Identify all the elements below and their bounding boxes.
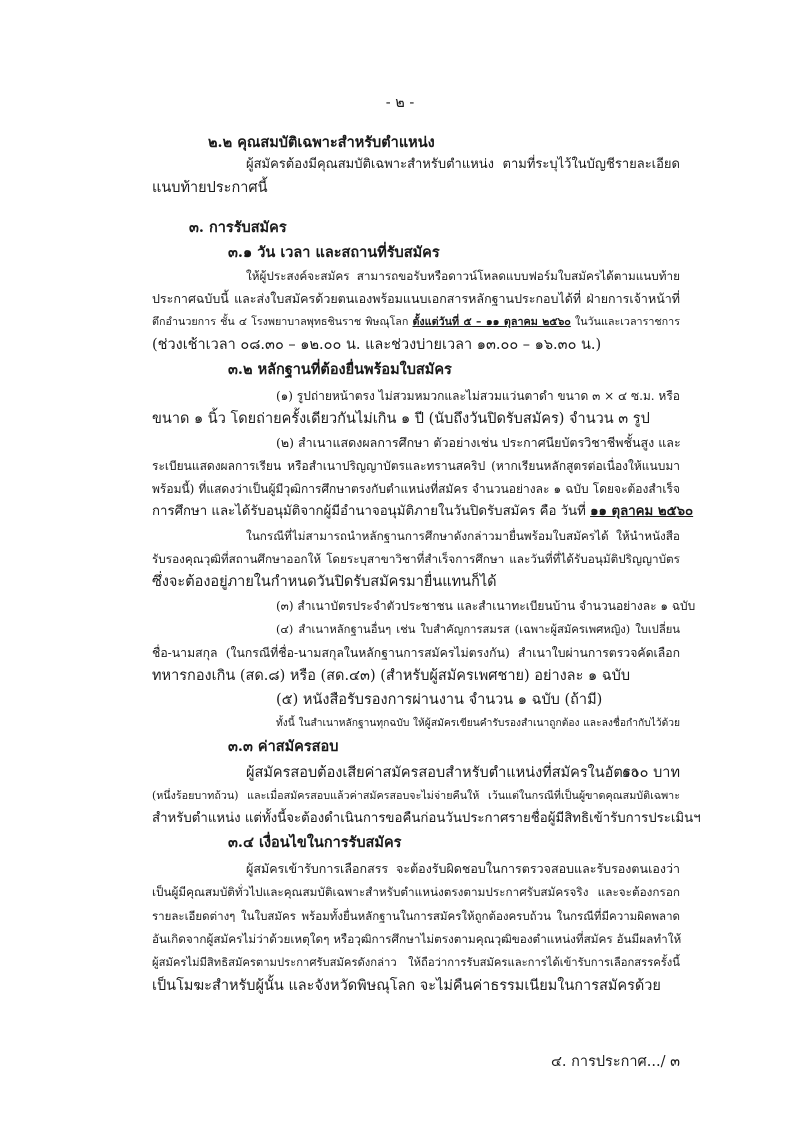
section-3-4-line-5: ผู้สมัครไม่มีสิทธิสมัครตามประกาศรับสมัครดังกล่าว ให้ถือว่าการรับสมัครและการได้เข้ารับการเลือกสรรครั้งนี้	[152, 956, 680, 969]
section-3-1-heading: ๓.๑ วัน เวลา และสถานที่รับสมัคร	[228, 244, 440, 261]
section-2-2-line-2: แนบท้ายประกาศนี้	[152, 180, 268, 196]
section-3-1-line-3-post: ในวันและเวลาราชการ	[570, 315, 680, 328]
application-fee: ๑๐๐ บาท	[621, 765, 680, 781]
continuation-note: ๔. การประกาศ.../ ๓	[550, 1054, 680, 1070]
application-period: ตั้งแต่วันที่ ๕ – ๑๑ ตุลาคม ๒๕๖๐	[412, 315, 571, 328]
section-3-4-line-3: รายละเอียดต่างๆ ในใบสมัคร พร้อมทั้งยื่นหลักฐานในการสมัครให้ถูกต้องครบถ้วน ในกรณีที่มีความผิดพลาด	[152, 909, 680, 923]
section-3-2-note-line-3: ซึ่งจะต้องอยู่ภายในกำหนดวันปิดรับสมัครมายื่นแทนก็ได้	[152, 574, 497, 590]
section-3-2-item-1-line-2: ขนาด ๑ นิ้ว โดยถ่ายครั้งเดียวกันไม่เกิน ๑ ปี (นับถึงวันปิดรับสมัคร) จำนวน ๓ รูป	[152, 411, 650, 427]
section-3-3-line-1-pre: ผู้สมัครสอบต้องเสียค่าสมัครสอบสำหรับตำแหน่งที่สมัครในอัตรา	[246, 765, 639, 781]
section-3-4-heading: ๓.๔ เงื่อนไขในการรับสมัคร	[228, 834, 402, 851]
section-3-2-item-2-line-2: ระเบียนแสดงผลการเรียน หรือสำเนาปริญญาบัตรและทรานสคริป (หากเรียนหลักสูตรต่อเนื่องให้แนบมา	[152, 459, 680, 473]
section-3-3-line-2: (หนึ่งร้อยบาทถ้วน) และเมื่อสมัครสอบแล้วค่าสมัครสอบจะไม่จ่ายคืนให้ เว้นแต่ในกรณีที่เป็นผู้ขาดคุณสมบัติเฉพาะ	[152, 789, 680, 802]
closing-date: ๑๑ ตุลาคม ๒๕๖๐	[590, 504, 694, 519]
section-3-2-note-line-2: รับรองคุณวุฒิที่สถานศึกษาออกให้ โดยระบุสาขาวิชาที่สำเร็จการศึกษา และวันที่ที่ได้รับอนุมัติปริญญาบัตร	[152, 552, 680, 566]
section-3-2-item-2-line-4-pre: การศึกษา และได้รับอนุมัติจากผู้มีอำนาจอนุมัติภายในวันปิดรับสมัคร คือ วันที่	[152, 504, 591, 519]
section-3-2-item-2-line-3: พร้อมนี้) ที่แสดงว่าเป็นผู้มีวุฒิการศึกษาตรงกับตำแหน่งที่สมัคร จำนวนอย่างละ ๑ ฉบับ โดยจะต้องสำเร็จ	[152, 482, 680, 496]
section-3-3-line-3: สำหรับตำแหน่ง แต่ทั้งนี้จะต้องดำเนินการขอคืนก่อนวันประกาศรายชื่อผู้มีสิทธิเข้ารับการประเมินฯ	[152, 811, 701, 826]
section-3-heading: ๓. การรับสมัคร	[189, 219, 287, 236]
section-3-1-line-2: ประกาศฉบับนี้ และส่งใบสมัครด้วยตนเองพร้อมแนบเอกสารหลักฐานประกอบได้ที่ ฝ่ายการเจ้าหน้าที่	[152, 291, 680, 306]
section-3-1-line-3	[152, 312, 680, 332]
section-3-2-note-line-1: ในกรณีที่ไม่สามารถนำหลักฐานการศึกษาดังกล่าวมายื่นพร้อมใบสมัครได้ ให้นำหนังสือ	[246, 529, 680, 543]
section-3-2-heading: ๓.๒ หลักฐานที่ต้องยื่นพร้อมใบสมัคร	[228, 361, 452, 378]
section-3-3-heading: ๓.๓ ค่าสมัครสอบ	[228, 738, 339, 755]
section-3-2-item-3: (๓) สำเนาบัตรประจำตัวประชาชน และสำเนาทะเบียนบ้าน จำนวนอย่างละ ๑ ฉบับ	[276, 599, 696, 613]
section-3-2-item-4-line-3: ทหารกองเกิน (สด.๘) หรือ (สด.๔๓) (สำหรับผู้สมัครเพศชาย) อย่างละ ๑ ฉบับ	[152, 668, 631, 684]
section-3-4-line-4: อันเกิดจากผู้สมัครไม่ว่าด้วยเหตุใดๆ หรือวุฒิการศึกษาไม่ตรงตามคุณวุฒิของตำแหน่งที่สมัคร อันมีผลทำให้	[152, 932, 682, 946]
section-3-2-item-2-line-4	[152, 502, 693, 522]
section-3-1-line-4: (ช่วงเช้าเวลา ๐๘.๓๐ – ๑๒.๐๐ น. และช่วงบ่ายเวลา ๑๓.๐๐ – ๑๖.๓๐ น.)	[152, 337, 602, 353]
section-3-1-line-1: ให้ผู้ประสงค์จะสมัคร สามารถขอรับหรือดาวน์โหลดแบบฟอร์มใบสมัครได้ตามแนบท้าย	[246, 269, 680, 283]
section-2-2-line-1: ผู้สมัครต้องมีคุณสมบัติเฉพาะสำหรับตำแหน่ง ตามที่ระบุไว้ในบัญชีรายละเอียด	[246, 157, 680, 172]
section-3-2-item-5: (๕) หนังสือรับรองการผ่านงาน จำนวน ๑ ฉบับ (ถ้ามี)	[276, 692, 603, 708]
section-3-4-line-2: เป็นผู้มีคุณสมบัติทั่วไปและคุณสมบัติเฉพาะสำหรับตำแหน่งตรงตามประกาศรับสมัครจริง และจะต้องกรอก	[152, 885, 680, 899]
section-3-2-item-1-line-1: (๑) รูปถ่ายหน้าตรง ไม่สวมหมวกและไม่สวมแว่นตาดำ ขนาด ๓ × ๔ ซ.ม. หรือ	[276, 389, 680, 403]
section-3-2-closing: ทั้งนี้ ในสำเนาหลักฐานทุกฉบับ ให้ผู้สมัครเขียนคำรับรองสำเนาถูกต้อง และลงชื่อกำกับไว้ด้วย	[276, 717, 680, 729]
section-3-2-item-4-line-2: ชื่อ-นามสกุล (ในกรณีที่ชื่อ-นามสกุลในหลักฐานการสมัครไม่ตรงกัน) สำเนาใบผ่านการตรวจคัดเลือก	[152, 646, 680, 660]
page-number: - ๒ -	[385, 95, 415, 111]
section-3-4-line-1: ผู้สมัครเข้ารับการเลือกสรร จะต้องรับผิดชอบในการตรวจสอบและรับรองตนเองว่า	[246, 861, 680, 876]
section-3-4-line-6: เป็นโมฆะสำหรับผู้นั้น และจังหวัดพิษณุโลก จะไม่คืนค่าธรรมเนียมในการสมัครด้วย	[152, 978, 661, 994]
section-2-2-heading: ๒.๒ คุณสมบัติเฉพาะสำหรับตำแหน่ง	[208, 134, 435, 151]
section-3-2-item-2-line-1: (๒) สำเนาแสดงผลการศึกษา ตัวอย่างเช่น ประกาศนียบัตรวิชาชีพชั้นสูง และ	[276, 435, 681, 450]
section-3-1-line-3-pre: ตึกอำนวยการ ชั้น ๔ โรงพยาบาลพุทธชินราช พิษณุโลก	[152, 315, 413, 328]
section-3-2-item-4-line-1: (๔) สำเนาหลักฐานอื่นๆ เช่น ใบสำคัญการสมรส (เฉพาะผู้สมัครเพศหญิง) ใบเปลี่ยน	[276, 623, 680, 636]
